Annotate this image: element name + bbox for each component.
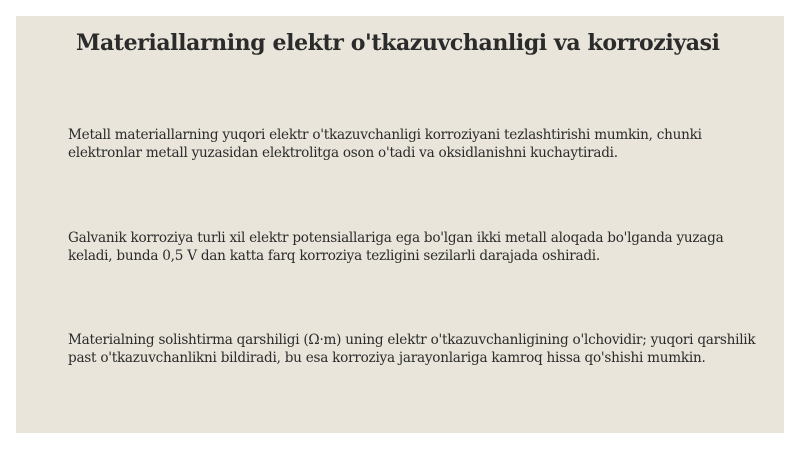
slide	[16, 16, 784, 433]
slide-title: Materiallarning elektr o'tkazuvchanligi va korroziyasi	[76, 30, 720, 56]
paragraph-galvanic-corrosion: Galvanik korroziya turli xil elektr potensiallariga ega bo'lgan ikki metall aloqada bo'lganda yuzaga keladi, bunda 0,5 V dan katta farq korroziya tezligini sezilarli darajada oshiradi.	[68, 230, 724, 264]
paragraph-resistivity: Materialning solishtirma qarshiligi (Ω·m) uning elektr o'tkazuvchanligining o'lchovidir; yuqori qarshilik past o'tkazuvchanlikni bildiradi, bu esa korroziya jarayonlariga kamroq hissa qo'shishi mumkin.	[68, 332, 756, 366]
paragraph-conductivity: Metall materiallarning yuqori elektr o'tkazuvchanligi korroziyani tezlashtirishi mumkin, chunki elektronlar metall yuzasidan elektrolitga oson o'tadi va oksidlanishni kuchaytiradi.	[68, 127, 702, 161]
